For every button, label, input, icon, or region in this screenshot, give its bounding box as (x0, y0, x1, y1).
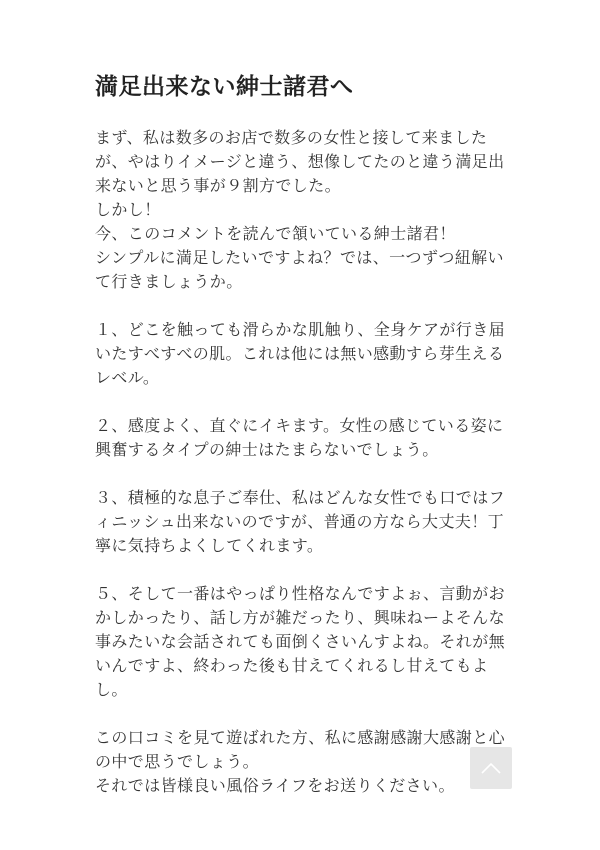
body-line: まず、私は数多のお店で数多の女性と接して来ました (95, 128, 488, 147)
body-line: 来ないと思う事が９割方でした。 (95, 176, 342, 195)
body-line: ィニッシュ出来ないのですが、普通の方なら大丈夫！丁 (95, 512, 505, 531)
body-line: レベル。 (95, 368, 160, 387)
body-line: 興奮するタイプの紳士はたまらないでしょう。 (95, 440, 439, 459)
chevron-up-icon (481, 762, 501, 774)
body-line: が、やはりイメージと違う、想像してたのと違う満足出 (95, 152, 505, 171)
body-line: て行きましょうか。 (95, 272, 243, 291)
body-line: この口コミを見て遊ばれた方、私に感謝感謝大感謝と心 (95, 728, 506, 747)
review-article (95, 70, 515, 798)
body-line: かしかったり、話し方が雑だったり、興味ねーよそんな (95, 608, 506, 627)
body-line: ５、そして一番はやっぱり性格なんですよぉ、言動がお (95, 584, 506, 603)
body-line: 事みたいな会話されても面倒くさいんすよね。それが無 (95, 632, 506, 651)
body-line: 寧に気持ちよくしてくれます。 (95, 536, 324, 555)
scroll-to-top-button[interactable] (470, 747, 512, 789)
paragraph-spacer (95, 558, 515, 582)
body-line: シンプルに満足したいですよね？では、一つずつ紐解い (95, 248, 504, 267)
article-title: 満足出来ない紳士諸君へ (95, 74, 354, 100)
body-line: しかし！ (95, 200, 161, 219)
paragraph-spacer (95, 294, 515, 318)
body-line: し。 (95, 680, 128, 699)
article-body (95, 126, 515, 798)
body-line: 今、このコメントを読んで頷いている紳士諸君！ (95, 224, 456, 243)
body-line: それでは皆様良い風俗ライフをお送りください。 (95, 776, 455, 795)
body-line: いんですよ、終わった後も甘えてくれるし甘えてもよ (95, 656, 489, 675)
paragraph-spacer (95, 390, 515, 414)
body-line: ３、積極的な息子ご奉仕、私はどんな女性でも口ではフ (95, 488, 506, 507)
paragraph-spacer (95, 462, 515, 486)
body-line: いたすべすべの肌。これは他には無い感動すら芽生える (95, 344, 505, 363)
body-line: の中で思うでしょう。 (95, 752, 260, 771)
body-line: １、どこを触っても滑らかな肌触り、全身ケアが行き届 (95, 320, 506, 339)
paragraph-spacer (95, 702, 515, 726)
body-line: ２、感度よく、直ぐにイキます。女性の感じている姿に (95, 416, 504, 435)
